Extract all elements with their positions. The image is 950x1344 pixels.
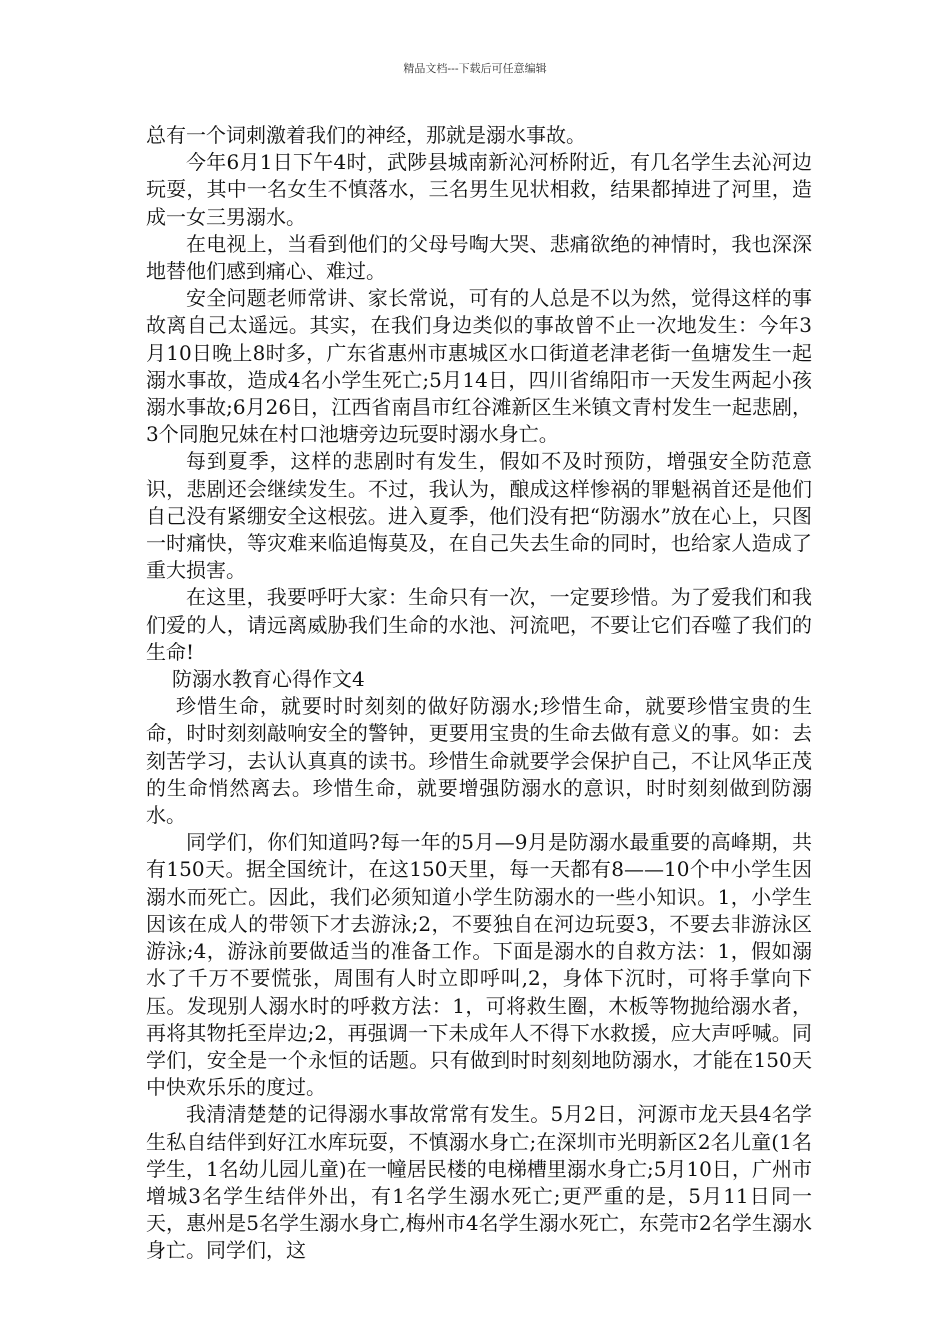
paragraph-6: 在这里，我要呼吁大家：生命只有一次，一定要珍惜。为了爱我们和我们爱的人，请远离威胁我们生命的水池、河流吧，不要让它们吞噬了我们的生命! [146,585,812,664]
section-heading: 防溺水教育心得作文4 [172,667,365,692]
paragraph-1: 总有一个词刺激着我们的神经，那就是溺水事故。 [146,123,586,147]
paragraph-5: 每到夏季，这样的悲剧时有发生，假如不及时预防，增强安全防范意识，悲剧还会继续发生。不过，我认为，酿成这样惨祸的罪魁祸首还是他们自己没有紧绷安全这根弦。进入夏季，他们没有把“防溺水”放在心上，只图一时痛快，等灾难来临追悔莫及，在自己失去生命的同时，也给家人造成了重大损害。 [146,449,812,583]
paragraph-8: 同学们，你们知道吗?每一年的5月—9月是防溺水最重要的高峰期，共有150天。据全国统计，在这150天里，每一天都有8——10个中小学生因溺水而死亡。因此，我们必须知道小学生防溺水的一些小知识。1，小学生因该在成人的带领下才去游泳;2，不要独自在河边玩耍3，不要去非游泳区游泳;4，游泳前要做适当的准备工作。下面是溺水的自救方法：1，假如溺水了千万不要慌张，周围有人时立即呼叫,2，身体下沉时，可将手掌向下压。发现别人溺水时的呼救方法：1，可将救生圈，木板等物抛给溺水者，再将其物托至岸边;2，再强调一下未成年人不得下水救援，应大声呼喊。同学们，安全是一个永恒的话题。只有做到时时刻刻地防溺水，才能在150天中快欢乐乐的度过。 [146,830,812,1100]
paragraph-7: 珍惜生命，就要时时刻刻的做好防溺水;珍惜生命，就要珍惜宝贵的生命，时时刻刻敲响安全的警钟，更要用宝贵的生命去做有意义的事。如：去刻苦学习，去认认真真的读书。珍惜生命就要学会保护自己，不让风华正茂的生命悄然离去。珍惜生命，就要增强防溺水的意识，时时刻刻做到防溺水。 [146,694,812,828]
paragraph-4: 安全问题老师常讲、家长常说，可有的人总是不以为然，觉得这样的事故离自己太遥远。其实，在我们身边类似的事故曾不止一次地发生：今年3月10日晚上8时多，广东省惠州市惠城区水口街道老津老街一鱼塘发生一起溺水事故，造成4名小学生死亡;5月14日，四川省绵阳市一天发生两起小孩溺水事故;6月26日，江西省南昌市红谷滩新区生米镇文青村发生一起悲剧，3个同胞兄妹在村口池塘旁边玩耍时溺水身亡。 [146,286,812,447]
paragraph-2: 今年6月1日下午4时，武陟县城南新沁河桥附近，有几名学生去沁河边玩耍，其中一名女生不慎落水，三名男生见状相救，结果都掉进了河里，造成一女三男溺水。 [146,150,812,229]
paragraph-9: 我清清楚楚的记得溺水事故常常有发生。5月2日，河源市龙天县4名学生私自结伴到好江水库玩耍，不慎溺水身亡;在深圳市光明新区2名儿童(1名学生，1名幼儿园儿童)在一幢居民楼的电梯槽里溺水身亡;5月10日，广州市增城3名学生结伴外出，有1名学生溺水死亡;更严重的是，5月11日同一天，惠州是5名学生溺水身亡,梅州市4名学生溺水死亡，东莞市2名学生溺水身亡。同学们，这 [146,1102,812,1263]
document-body [146,122,812,1265]
page-header: 精品文档---下载后可任意编辑 [403,62,547,75]
paragraph-3: 在电视上，当看到他们的父母号啕大哭、悲痛欲绝的神情时，我也深深地替他们感到痛心、难过。 [146,231,812,284]
